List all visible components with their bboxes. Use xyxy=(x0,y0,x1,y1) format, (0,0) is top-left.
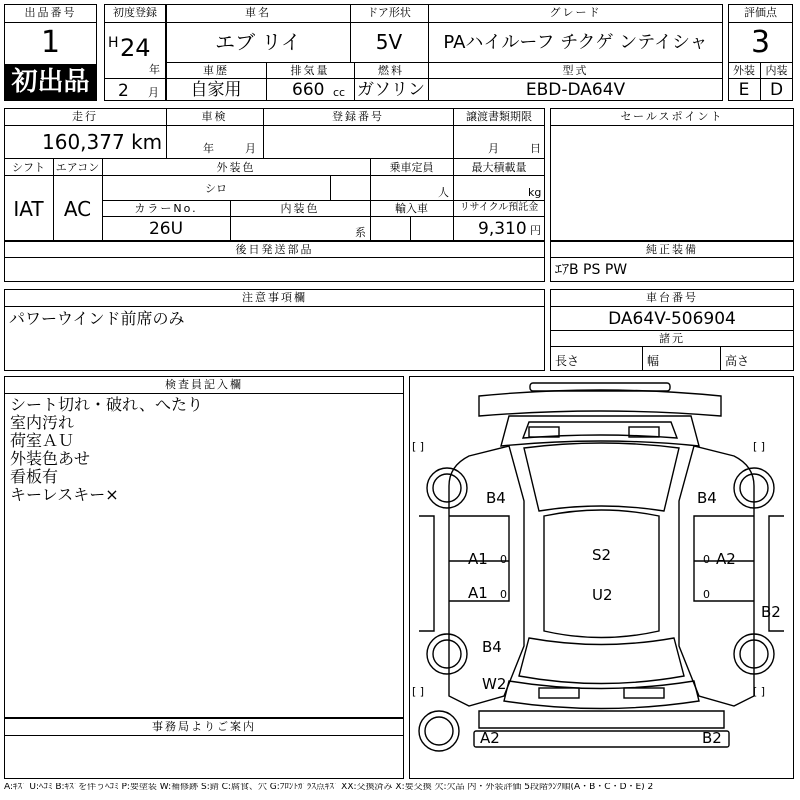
registration-year: 24 xyxy=(120,34,151,62)
height-label: 高さ xyxy=(725,354,750,368)
max-load-unit: kg xyxy=(528,186,542,199)
damage-mark: B4 xyxy=(482,638,502,656)
inspector-note: シート切れ・破れ、へたり xyxy=(10,395,203,414)
inspector-note: 荷室ＡＵ xyxy=(10,431,75,450)
genuine-equipment-label: 純正装備 xyxy=(646,243,698,256)
transfer-day-unit: 日 xyxy=(530,142,541,155)
color-number-label: カラーNo. xyxy=(134,202,198,215)
damage-mark: B2 xyxy=(761,603,781,621)
damage-mark: B4 xyxy=(486,489,506,507)
year-unit: 年 xyxy=(149,63,160,76)
history-value: 自家用 xyxy=(190,80,242,100)
displacement-unit: cc xyxy=(333,86,346,99)
interior-color-unit: 系 xyxy=(355,226,366,239)
bracket-mark: [ ] xyxy=(412,685,425,698)
interior-color-label: 内装色 xyxy=(280,202,320,215)
era-label: H xyxy=(108,35,119,51)
damage-mark: W2 xyxy=(482,675,507,693)
inspector-note: キーレスキー× xyxy=(10,485,119,504)
score-value: 3 xyxy=(750,25,771,60)
registration-month: 2 xyxy=(118,81,129,101)
damage-mark: A1 xyxy=(468,584,488,602)
exterior-color-label: 外装色 xyxy=(216,161,256,174)
inspector-note: 外装色あせ xyxy=(10,449,91,468)
transfer-month-unit: 月 xyxy=(488,142,499,155)
shift-label: シフト xyxy=(12,161,45,174)
car-diagram xyxy=(409,376,794,779)
zero-mark: 0 xyxy=(703,588,710,601)
max-load-label: 最大積載量 xyxy=(471,161,527,174)
fuel-value: ガソリン xyxy=(357,80,425,100)
interior-grade-value: D xyxy=(769,80,784,100)
aircon-label: エアコン xyxy=(55,161,100,174)
inspector-note: 室内汚れ xyxy=(10,413,75,432)
exterior-grade-label: 外装 xyxy=(733,64,755,77)
bracket-mark: [ ] xyxy=(412,440,425,453)
history-label: 車歴 xyxy=(203,64,229,77)
lot-number-value: 1 xyxy=(40,25,61,60)
door-label: ドア形状 xyxy=(367,6,411,19)
zero-mark: 0 xyxy=(500,588,507,601)
recycle-deposit-value: 9,310 xyxy=(478,219,527,239)
damage-mark: A2 xyxy=(480,729,500,747)
car-name-label: 車名 xyxy=(245,6,271,19)
width-label: 幅 xyxy=(647,354,660,368)
model-value: EBD-DA64V xyxy=(525,80,626,100)
exterior-grade-value: E xyxy=(738,80,750,100)
displacement-label: 排気量 xyxy=(290,64,330,77)
zero-mark: 0 xyxy=(500,553,507,566)
sales-point-box xyxy=(550,108,794,241)
displacement-value: 660 xyxy=(292,80,325,100)
grade-label: グレード xyxy=(549,6,602,19)
recycle-deposit-label: リサイクル預託金 xyxy=(459,202,539,213)
genuine-equipment-value: ｴｱB PS PW xyxy=(555,262,628,278)
damage-mark: A2 xyxy=(716,550,736,568)
later-parts-label: 後日発送部品 xyxy=(235,243,314,256)
capacity-label: 乗車定員 xyxy=(389,161,434,174)
chassis-number-label: 車台番号 xyxy=(646,291,698,304)
inspection-month-unit: 月 xyxy=(245,142,256,155)
month-unit: 月 xyxy=(148,86,159,99)
sales-point-label: セールスポイント xyxy=(620,110,724,123)
exterior-color-value: シロ xyxy=(205,182,227,195)
first-registration-label: 初度登録 xyxy=(113,6,157,19)
interior-grade-label: 内装 xyxy=(765,64,788,77)
bracket-mark: [ ] xyxy=(753,440,766,453)
legend: A:ｷｽﾞ U:ﾍｺﾐ B:ｷｽﾞを伴うﾍｺﾐ P:要塗装 W:補修跡 S:錆 C:腐食、穴 G:ﾌﾛﾝﾄｶﾞﾗｽ点ｷｽﾞ XX:交換済み X:要交換 欠:欠品 内・外装評価 5段階ﾗﾝｸ順(A・B・C・D・E) 2 xyxy=(4,783,654,792)
damage-mark: A1 xyxy=(468,550,488,568)
registration-number-label: 登録番号 xyxy=(332,110,384,123)
inspector-notes-label: 検査員記入欄 xyxy=(165,378,243,391)
mileage-value: 160,377 km xyxy=(42,130,163,154)
recycle-deposit-unit: 円 xyxy=(530,224,541,237)
bracket-mark: [ ] xyxy=(753,685,766,698)
damage-mark: S2 xyxy=(592,546,612,564)
car-name-value: エブ リイ xyxy=(215,30,301,54)
damage-mark: B2 xyxy=(702,729,722,747)
door-value: 5V xyxy=(375,30,403,54)
score-label: 評価点 xyxy=(744,6,777,19)
first-listing-badge: 初出品 xyxy=(5,65,96,100)
zero-mark: 0 xyxy=(703,553,710,566)
damage-mark: U2 xyxy=(592,586,613,604)
length-label: 長さ xyxy=(555,354,580,368)
inspection-year-unit: 年 xyxy=(203,142,214,155)
capacity-unit: 人 xyxy=(438,186,449,199)
aircon-value: AC xyxy=(63,197,92,221)
import-label: 輸入車 xyxy=(395,202,428,215)
inspector-note: 看板有 xyxy=(10,467,59,486)
caution-value: パワーウインド前席のみ xyxy=(9,309,185,328)
mileage-label: 走行 xyxy=(72,110,98,123)
transfer-deadline-label: 譲渡書類期限 xyxy=(466,110,532,123)
fuel-label: 燃料 xyxy=(378,64,404,77)
office-note-label: 事務局よりご案内 xyxy=(152,720,256,733)
color-number-value: 26U xyxy=(148,219,184,239)
spec-label: 諸元 xyxy=(659,332,685,345)
grade-value: PAハイルーフ チクゲ ンテイシャ xyxy=(443,32,708,53)
shift-value: IAT xyxy=(13,197,44,221)
inspection-label: 車検 xyxy=(201,110,228,123)
lot-number-label: 出品番号 xyxy=(24,6,77,19)
chassis-number-value: DA64V-506904 xyxy=(608,309,736,329)
model-label: 型式 xyxy=(562,64,589,77)
damage-mark: B4 xyxy=(697,489,717,507)
caution-label: 注意事項欄 xyxy=(242,291,307,304)
